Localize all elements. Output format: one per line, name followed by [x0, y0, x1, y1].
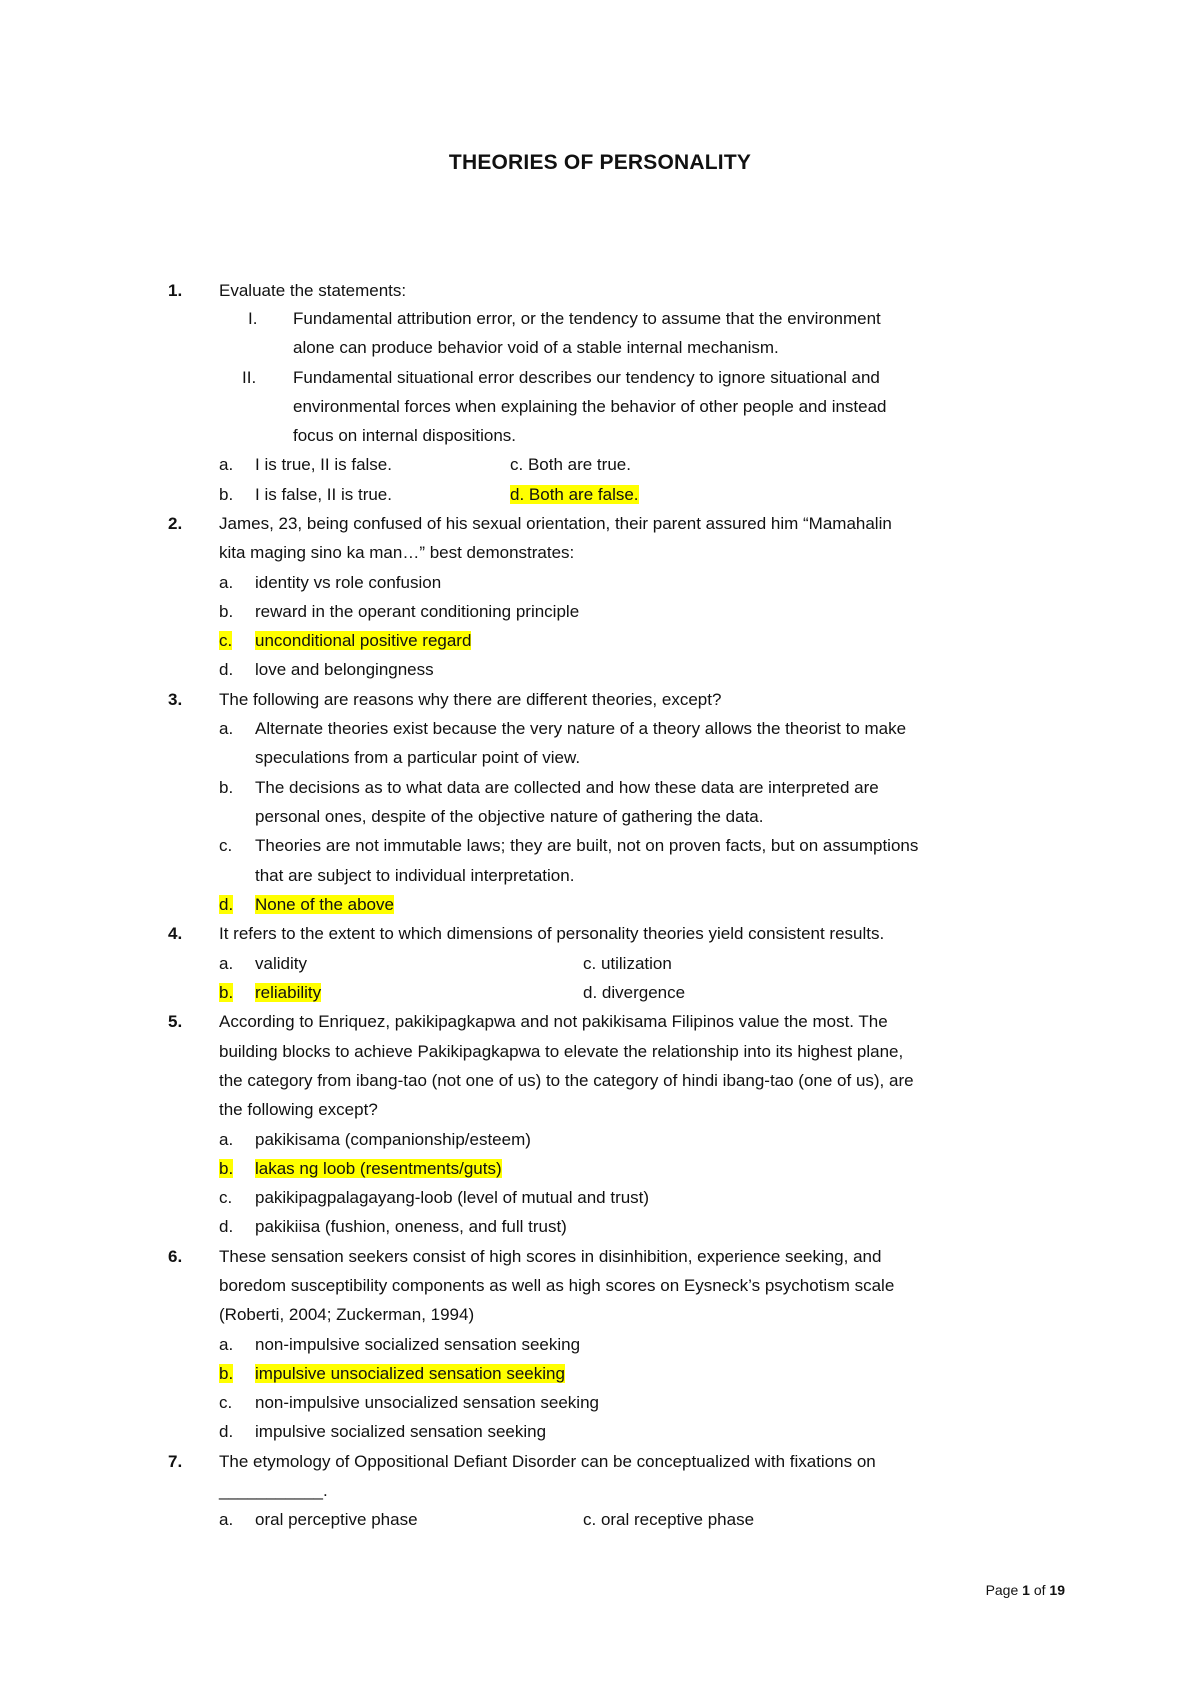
text-line: Fundamental situational error describes our tendency to ignore situational and [293, 368, 880, 387]
of-label: of [1033, 1582, 1046, 1598]
text-line: (Roberti, 2004; Zuckerman, 1994) [219, 1305, 475, 1324]
text-line: speculations from a particular point of view. [255, 748, 581, 767]
text-line: the category from ibang-tao (not one of us) to the category of hindi ibang-tao (one of us), are [219, 1071, 914, 1090]
item-marker: b. [219, 1364, 234, 1383]
text-line: None of the above [255, 895, 394, 914]
item-marker: 4. [168, 924, 183, 943]
text-line: focus on internal dispositions. [293, 426, 517, 445]
item-marker: a. [219, 954, 234, 973]
item-marker: a. [219, 1335, 234, 1354]
text-line: pakikiisa (fushion, oneness, and full trust) [255, 1217, 567, 1236]
item-marker: d. [219, 895, 234, 914]
item-marker: a. [219, 573, 234, 592]
item-marker: a. [219, 1130, 234, 1149]
item-marker: c. [219, 1188, 233, 1207]
item-marker: 7. [168, 1452, 183, 1471]
text-line: c. oral receptive phase [583, 1510, 755, 1529]
text-line: non-impulsive unsocialized sensation seeking [255, 1393, 599, 1412]
text-line: boredom susceptibility components as well as high scores on Eysneck’s psychotism scale [219, 1276, 895, 1295]
text-line: Fundamental attribution error, or the tendency to assume that the environment [293, 309, 881, 328]
text-line: reliability [255, 983, 322, 1002]
item-marker: b. [219, 983, 234, 1002]
text-line: Theories are not immutable laws; they are built, not on proven facts, but on assumptions [255, 836, 919, 855]
text-line: These sensation seekers consist of high scores in disinhibition, experience seeking, and [219, 1247, 882, 1266]
page-footer [986, 1582, 1065, 1598]
page-number: 1 [1022, 1582, 1030, 1598]
text-line: ___________. [219, 1481, 328, 1500]
text-line: validity [255, 954, 307, 973]
item-marker: a. [219, 455, 234, 474]
text-line: I is false, II is true. [255, 485, 392, 504]
item-marker: b. [219, 485, 234, 504]
text-line: building blocks to achieve Pakikipagkapwa to elevate the relationship into its highest plane, [219, 1042, 904, 1061]
item-marker: 2. [168, 514, 183, 533]
item-marker: I. [248, 309, 258, 328]
text-line: It refers to the extent to which dimensions of personality theories yield consistent results. [219, 924, 885, 943]
item-marker: a. [219, 719, 234, 738]
text-line: alone can produce behavior void of a stable internal mechanism. [293, 338, 779, 357]
page-total: 19 [1049, 1582, 1065, 1598]
text-line: love and belongingness [255, 660, 434, 679]
text-line: kita maging sino ka man…” best demonstrates: [219, 543, 575, 562]
text-line: According to Enriquez, pakikipagkapwa and not pakikisama Filipinos value the most. The [219, 1012, 888, 1031]
item-marker: c. [219, 1393, 233, 1412]
text-line: the following except? [219, 1100, 378, 1119]
item-marker: II. [242, 368, 257, 387]
item-marker: c. [219, 836, 233, 855]
item-marker: d. [219, 1217, 234, 1236]
item-marker: 1. [168, 281, 183, 300]
item-marker: b. [219, 778, 234, 797]
text-line: impulsive unsocialized sensation seeking [255, 1364, 565, 1383]
page-label: Page [985, 1582, 1019, 1598]
text-line: The etymology of Oppositional Defiant Disorder can be conceptualized with fixations on [219, 1452, 876, 1471]
text-line: I is true, II is false. [255, 455, 392, 474]
text-line: that are subject to individual interpretation. [255, 866, 575, 885]
text-line: d. divergence [583, 983, 686, 1002]
text-line: c. Both are true. [510, 455, 631, 474]
item-marker: c. [219, 631, 233, 650]
item-marker: b. [219, 602, 234, 621]
item-marker: 3. [168, 690, 183, 709]
text-line: non-impulsive socialized sensation seeking [255, 1335, 581, 1354]
item-marker: a. [219, 1510, 234, 1529]
item-marker: b. [219, 1159, 234, 1178]
text-line: Alternate theories exist because the very nature of a theory allows the theorist to make [255, 719, 907, 738]
text-line: unconditional positive regard [255, 631, 472, 650]
text-line: oral perceptive phase [255, 1510, 418, 1529]
text-line: The decisions as to what data are collected and how these data are interpreted are [255, 778, 879, 797]
text-line: c. utilization [583, 954, 672, 973]
text-line: personal ones, despite of the objective nature of gathering the data. [255, 807, 764, 826]
text-line: reward in the operant conditioning principle [255, 602, 580, 621]
item-marker: d. [219, 660, 234, 679]
text-line: impulsive socialized sensation seeking [255, 1422, 547, 1441]
item-marker: d. [219, 1422, 234, 1441]
page-title: THEORIES OF PERSONALITY [448, 151, 752, 174]
text-line: pakikipagpalagayang-loob (level of mutual and trust) [255, 1188, 650, 1207]
item-marker: 5. [168, 1012, 183, 1031]
text-line: lakas ng loob (resentments/guts) [255, 1159, 502, 1178]
text-line: The following are reasons why there are different theories, except? [219, 690, 722, 709]
text-line: Evaluate the statements: [219, 281, 407, 300]
text-line: identity vs role confusion [255, 573, 442, 592]
text-line: d. Both are false. [510, 485, 639, 504]
item-marker: 6. [168, 1247, 183, 1266]
text-line: James, 23, being confused of his sexual orientation, their parent assured him “Mamahalin [219, 514, 892, 533]
text-line: pakikisama (companionship/esteem) [255, 1130, 531, 1149]
text-line: environmental forces when explaining the behavior of other people and instead [293, 397, 887, 416]
